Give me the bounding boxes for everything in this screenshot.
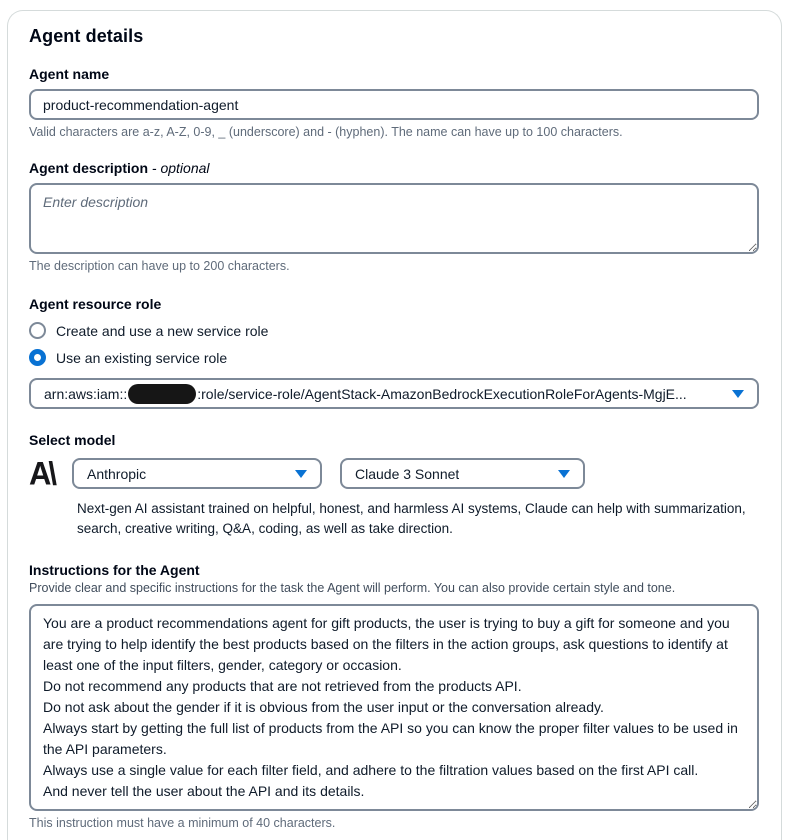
radio-unselected-icon[interactable] — [29, 322, 46, 339]
instructions-help-top: Provide clear and specific instructions for the task the Agent will perform. You can also provide certain style and tone. — [29, 580, 676, 595]
radio-option-existing-role-label: Use an existing service role — [56, 349, 228, 366]
optional-suffix: - optional — [151, 160, 210, 176]
agent-details-card — [7, 10, 782, 840]
service-role-select[interactable] — [29, 378, 759, 409]
model-provider-value: Anthropic — [87, 465, 147, 482]
instructions-label: Instructions for the Agent — [29, 561, 200, 578]
agent-description-textarea[interactable] — [29, 183, 759, 254]
agent-name-label: Agent name — [29, 66, 110, 82]
arn-suffix: :role/service-role/AgentStack-AmazonBedrockExecutionRoleForAgents-MgjE... — [197, 385, 687, 402]
radio-option-existing-role[interactable] — [29, 349, 760, 366]
agent-description-label — [29, 160, 760, 176]
arn-prefix: arn:aws:iam:: — [44, 385, 128, 402]
select-model-field — [29, 432, 760, 540]
chevron-down-icon — [732, 390, 744, 398]
agent-description-label-text: Agent description — [29, 160, 149, 176]
instructions-field — [29, 562, 760, 830]
anthropic-logo-icon: A\ — [29, 455, 54, 492]
service-role-arn — [44, 384, 687, 404]
agent-description-field — [29, 160, 760, 273]
resource-role-field — [29, 296, 760, 409]
instructions-help-bottom: This instruction must have a minimum of 40 characters. — [29, 815, 336, 830]
agent-description-help: The description can have up to 200 characters. — [29, 259, 290, 273]
agent-name-help: Valid characters are a-z, A-Z, 0-9, _ (underscore) and - (hyphen). The name can have up to 100 characters. — [29, 125, 623, 139]
resource-role-label: Agent resource role — [29, 296, 162, 312]
agent-name-field — [29, 66, 760, 139]
page-title: Agent details — [29, 26, 144, 46]
radio-option-new-role[interactable] — [29, 322, 760, 339]
model-name-value: Claude 3 Sonnet — [355, 465, 460, 482]
agent-name-input[interactable] — [29, 89, 759, 120]
instructions-textarea[interactable] — [29, 604, 759, 811]
select-model-label: Select model — [29, 432, 116, 448]
model-name-select[interactable] — [340, 458, 585, 489]
radio-selected-icon[interactable] — [29, 349, 46, 366]
model-provider-select[interactable] — [72, 458, 322, 489]
redacted-account-id — [128, 384, 196, 404]
chevron-down-icon — [558, 470, 570, 478]
model-description: Next-gen AI assistant trained on helpful, honest, and harmless AI systems, Claude can help with summarization, search, creative writing, Q&A, coding, as well as take direction. — [77, 501, 746, 537]
chevron-down-icon — [295, 470, 307, 478]
radio-option-new-role-label: Create and use a new service role — [56, 322, 269, 339]
